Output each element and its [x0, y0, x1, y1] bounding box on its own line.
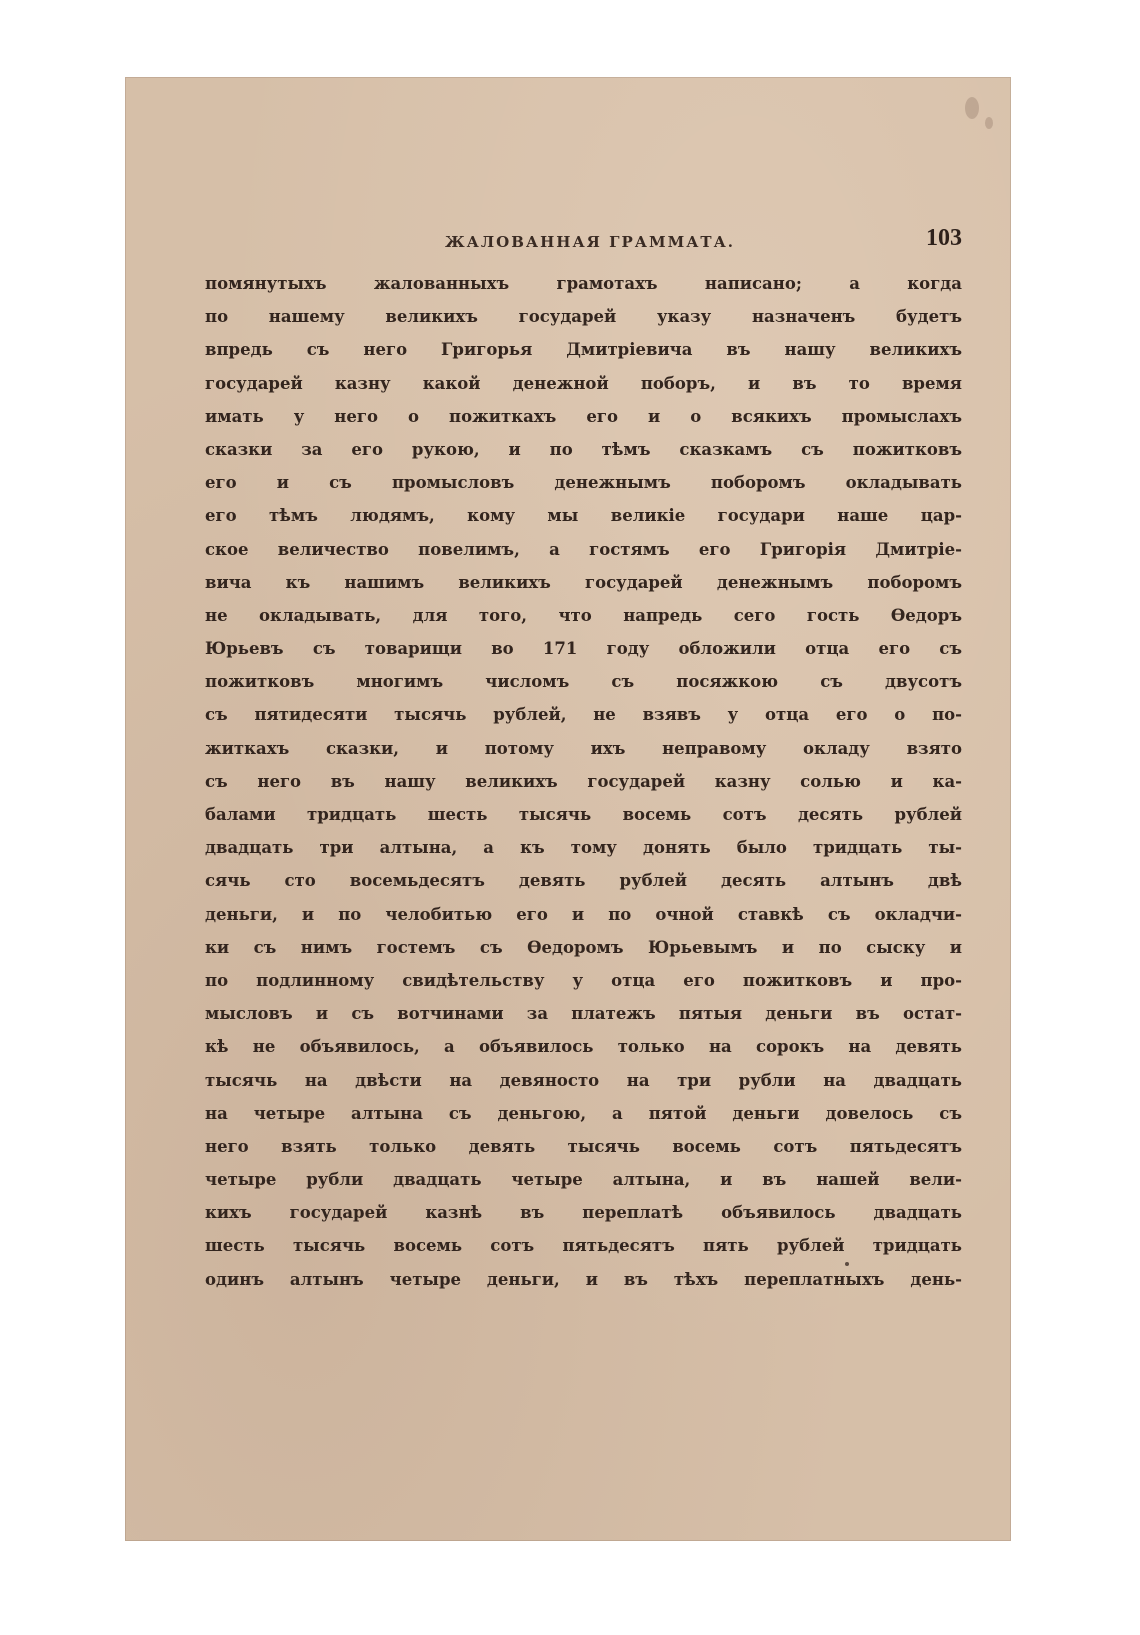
text-line: двадцать три алтына, а къ тому донять было тридцать ты-	[205, 838, 962, 858]
text-line: помянутыхъ жалованныхъ грамотахъ написано; а когда	[205, 274, 962, 293]
text-line: его тѣмъ людямъ, кому мы великіе государи наше цар-	[205, 506, 962, 526]
text-line: имать у него о пожиткахъ его и о всякихъ промыслахъ	[205, 406, 962, 426]
ink-speck	[965, 97, 979, 119]
ink-speck	[845, 1262, 849, 1266]
text-line: шесть тысячь восемь сотъ пятьдесятъ пять рублей тридцать	[205, 1236, 962, 1256]
text-line: ки съ нимъ гостемъ съ Ѳедоромъ Юрьевымъ и по сыску и	[205, 937, 962, 957]
body-text	[205, 267, 962, 1296]
text-line: житкахъ сказки, и потому ихъ неправому окладу взято	[205, 738, 962, 758]
text-line: Юрьевъ съ товарищи во 171 году обложили отца его съ	[205, 639, 962, 659]
text-line: сказки за его рукою, и по тѣмъ сказкамъ съ пожитковъ	[205, 439, 962, 459]
text-line: на четыре алтына съ деньгою, а пятой деньги довелось съ	[205, 1103, 962, 1123]
text-line: не окладывать, для того, что напредь сего гость Ѳедоръ	[205, 605, 962, 625]
text-line: деньги, и по челобитью его и по очной ставкѣ съ окладчи-	[205, 904, 962, 924]
running-title: ЖАЛОВАННАЯ ГРАММАТА.	[445, 233, 736, 251]
text-line: балами тридцать шесть тысячь восемь сотъ десять рублей	[205, 805, 962, 824]
ink-speck	[985, 117, 993, 129]
text-line: тысячь на двѣсти на девяносто на три рубли на двадцать	[205, 1070, 962, 1090]
text-line: него взять только девять тысячь восемь сотъ пятьдесятъ	[205, 1136, 962, 1156]
text-line: мысловъ и съ вотчинами за платежъ пятыя деньги въ остат-	[205, 1004, 962, 1024]
text-line: кѣ не объявилось, а объявилось только на сорокъ на девять	[205, 1037, 962, 1057]
text-line: одинъ алтынъ четыре деньги, и въ тѣхъ переплатныхъ день-	[205, 1269, 962, 1289]
text-line: по нашему великихъ государей указу назначенъ будетъ	[205, 307, 962, 327]
text-line: вича къ нашимъ великихъ государей денежнымъ поборомъ	[205, 572, 962, 592]
page-number: 103	[926, 225, 962, 251]
text-line: впредь съ него Григорья Дмитріевича въ нашу великихъ	[205, 340, 962, 360]
text-line: съ пятидесяти тысячь рублей, не взявъ у отца его о по-	[205, 705, 962, 725]
page-header	[205, 225, 962, 255]
text-line: по подлинному свидѣтельству у отца его пожитковъ и про-	[205, 970, 962, 990]
text-line: сячь сто восемьдесятъ девять рублей десять алтынъ двѣ	[205, 871, 962, 891]
text-line: государей казну какой денежной поборъ, и въ то время	[205, 373, 962, 393]
text-line: кихъ государей казнѣ въ переплатѣ объявилось двадцать	[205, 1203, 962, 1223]
text-line: ское величество повелимъ, а гостямъ его Григорія Дмитріе-	[205, 539, 962, 559]
scanned-page	[125, 77, 1011, 1541]
text-line: его и съ промысловъ денежнымъ поборомъ окладывать	[205, 473, 962, 493]
text-line: четыре рубли двадцать четыре алтына, и въ нашей вели-	[205, 1170, 962, 1190]
text-line: пожитковъ многимъ числомъ съ посяжкою съ двусотъ	[205, 672, 962, 692]
text-line: съ него въ нашу великихъ государей казну солью и ка-	[205, 771, 962, 791]
